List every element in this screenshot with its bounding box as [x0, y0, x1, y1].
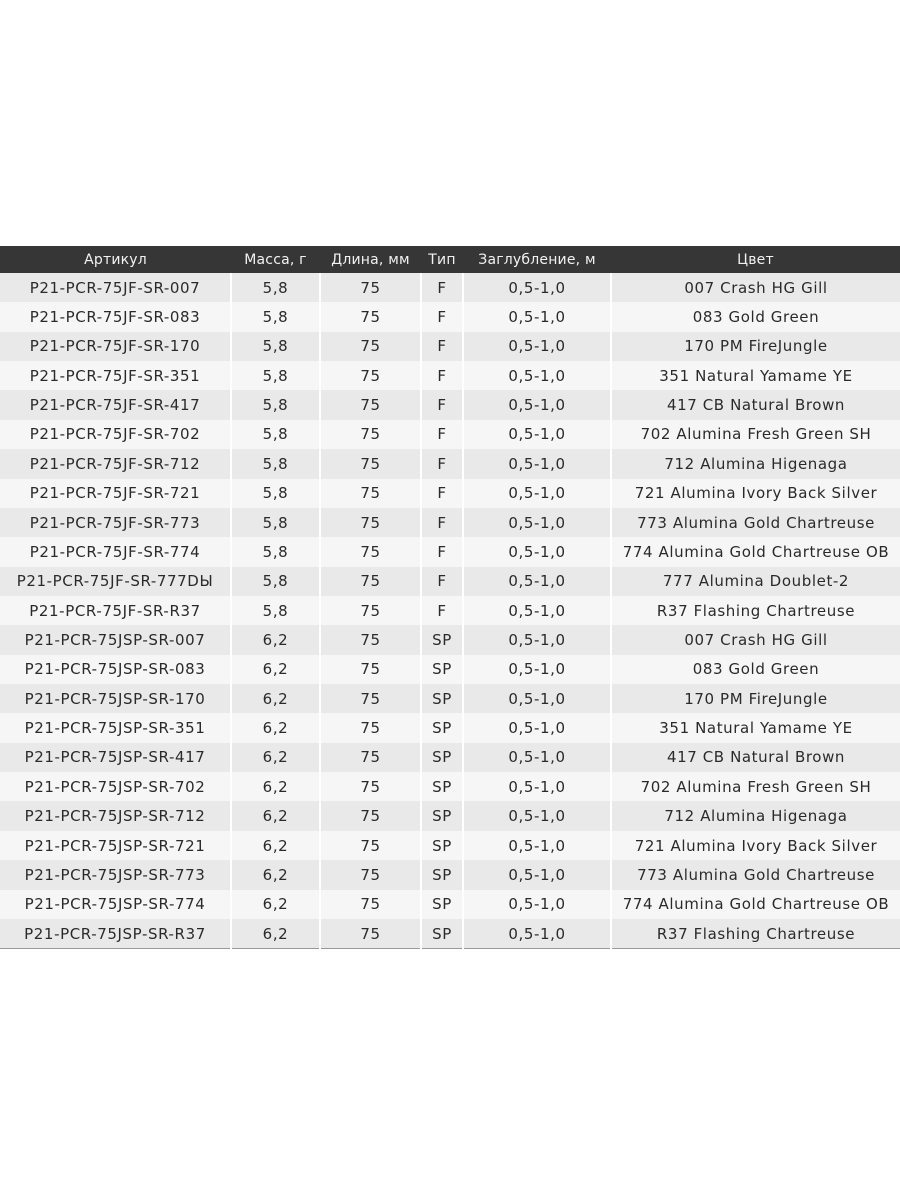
- cell-length: 75: [320, 625, 421, 654]
- cell-type: SP: [421, 801, 463, 830]
- cell-length: 75: [320, 860, 421, 889]
- cell-article: P21-PCR-75JSP-SR-712: [0, 801, 231, 830]
- cell-depth: 0,5-1,0: [463, 625, 611, 654]
- cell-type: SP: [421, 919, 463, 949]
- cell-depth: 0,5-1,0: [463, 273, 611, 302]
- cell-depth: 0,5-1,0: [463, 743, 611, 772]
- table-row: [0, 567, 900, 596]
- cell-length: 75: [320, 772, 421, 801]
- cell-depth: 0,5-1,0: [463, 537, 611, 566]
- cell-color: 721 Alumina Ivory Back Silver: [611, 479, 900, 508]
- cell-length: 75: [320, 801, 421, 830]
- table-row: [0, 684, 900, 713]
- cell-type: F: [421, 420, 463, 449]
- cell-article: P21-PCR-75JSP-SR-773: [0, 860, 231, 889]
- cell-color: 170 PM FireJungle: [611, 684, 900, 713]
- cell-mass: 5,8: [231, 449, 320, 478]
- cell-length: 75: [320, 508, 421, 537]
- cell-length: 75: [320, 302, 421, 331]
- cell-type: F: [421, 596, 463, 625]
- cell-color: 083 Gold Green: [611, 302, 900, 331]
- cell-type: F: [421, 479, 463, 508]
- cell-type: F: [421, 449, 463, 478]
- cell-mass: 5,8: [231, 332, 320, 361]
- cell-color: 773 Alumina Gold Chartreuse: [611, 860, 900, 889]
- cell-type: F: [421, 273, 463, 302]
- cell-type: SP: [421, 684, 463, 713]
- cell-article: P21-PCR-75JF-SR-170: [0, 332, 231, 361]
- cell-length: 75: [320, 420, 421, 449]
- table-row: [0, 890, 900, 919]
- cell-article: P21-PCR-75JSP-SR-702: [0, 772, 231, 801]
- cell-length: 75: [320, 479, 421, 508]
- cell-type: F: [421, 537, 463, 566]
- cell-color: 712 Alumina Higenaga: [611, 449, 900, 478]
- cell-depth: 0,5-1,0: [463, 567, 611, 596]
- cell-color: 702 Alumina Fresh Green SH: [611, 420, 900, 449]
- cell-type: SP: [421, 890, 463, 919]
- table-row: [0, 390, 900, 419]
- spec-table-container: [0, 246, 900, 949]
- cell-mass: 6,2: [231, 772, 320, 801]
- cell-length: 75: [320, 449, 421, 478]
- cell-mass: 6,2: [231, 860, 320, 889]
- table-row: [0, 332, 900, 361]
- cell-type: F: [421, 361, 463, 390]
- cell-color: 083 Gold Green: [611, 655, 900, 684]
- table-row: [0, 743, 900, 772]
- spec-table: [0, 246, 900, 949]
- cell-depth: 0,5-1,0: [463, 361, 611, 390]
- header-depth: Заглубление, м: [463, 246, 611, 273]
- cell-article: P21-PCR-75JF-SR-702: [0, 420, 231, 449]
- cell-color: 773 Alumina Gold Chartreuse: [611, 508, 900, 537]
- cell-color: R37 Flashing Chartreuse: [611, 919, 900, 949]
- cell-color: 007 Crash HG Gill: [611, 273, 900, 302]
- cell-length: 75: [320, 361, 421, 390]
- cell-color: 417 CB Natural Brown: [611, 743, 900, 772]
- cell-length: 75: [320, 713, 421, 742]
- cell-mass: 5,8: [231, 390, 320, 419]
- cell-color: 774 Alumina Gold Chartreuse OB: [611, 537, 900, 566]
- cell-article: P21-PCR-75JF-SR-774: [0, 537, 231, 566]
- cell-mass: 5,8: [231, 479, 320, 508]
- header-mass: Масса, г: [231, 246, 320, 273]
- cell-color: 351 Natural Yamame YE: [611, 361, 900, 390]
- table-body: [0, 273, 900, 949]
- table-row: [0, 655, 900, 684]
- table-row: [0, 801, 900, 830]
- cell-length: 75: [320, 890, 421, 919]
- cell-type: SP: [421, 743, 463, 772]
- cell-article: P21-PCR-75JF-SR-777DЫ: [0, 567, 231, 596]
- cell-depth: 0,5-1,0: [463, 332, 611, 361]
- cell-type: SP: [421, 655, 463, 684]
- cell-mass: 5,8: [231, 508, 320, 537]
- header-length: Длина, мм: [320, 246, 421, 273]
- cell-depth: 0,5-1,0: [463, 713, 611, 742]
- cell-depth: 0,5-1,0: [463, 684, 611, 713]
- cell-article: P21-PCR-75JF-SR-R37: [0, 596, 231, 625]
- cell-color: 777 Alumina Doublet-2: [611, 567, 900, 596]
- table-row: [0, 772, 900, 801]
- header-row: [0, 246, 900, 273]
- cell-mass: 5,8: [231, 273, 320, 302]
- cell-article: P21-PCR-75JSP-SR-170: [0, 684, 231, 713]
- cell-depth: 0,5-1,0: [463, 801, 611, 830]
- header-color: Цвет: [611, 246, 900, 273]
- cell-type: F: [421, 390, 463, 419]
- cell-length: 75: [320, 390, 421, 419]
- table-row: [0, 537, 900, 566]
- header-type: Тип: [421, 246, 463, 273]
- header-article: Артикул: [0, 246, 231, 273]
- cell-type: SP: [421, 772, 463, 801]
- cell-mass: 6,2: [231, 801, 320, 830]
- cell-article: P21-PCR-75JSP-SR-721: [0, 831, 231, 860]
- table-row: [0, 273, 900, 302]
- cell-type: F: [421, 567, 463, 596]
- cell-depth: 0,5-1,0: [463, 390, 611, 419]
- cell-mass: 6,2: [231, 831, 320, 860]
- cell-length: 75: [320, 743, 421, 772]
- table-row: [0, 713, 900, 742]
- table-row: [0, 420, 900, 449]
- table-row: [0, 361, 900, 390]
- cell-depth: 0,5-1,0: [463, 508, 611, 537]
- cell-mass: 5,8: [231, 420, 320, 449]
- cell-article: P21-PCR-75JF-SR-417: [0, 390, 231, 419]
- cell-mass: 6,2: [231, 684, 320, 713]
- cell-type: F: [421, 332, 463, 361]
- cell-article: P21-PCR-75JF-SR-773: [0, 508, 231, 537]
- cell-type: SP: [421, 860, 463, 889]
- cell-color: 007 Crash HG Gill: [611, 625, 900, 654]
- cell-article: P21-PCR-75JF-SR-007: [0, 273, 231, 302]
- cell-color: 170 PM FireJungle: [611, 332, 900, 361]
- cell-mass: 6,2: [231, 890, 320, 919]
- cell-type: SP: [421, 831, 463, 860]
- table-row: [0, 596, 900, 625]
- cell-length: 75: [320, 273, 421, 302]
- cell-length: 75: [320, 332, 421, 361]
- cell-mass: 6,2: [231, 625, 320, 654]
- cell-color: 702 Alumina Fresh Green SH: [611, 772, 900, 801]
- cell-type: SP: [421, 625, 463, 654]
- cell-length: 75: [320, 919, 421, 949]
- cell-depth: 0,5-1,0: [463, 919, 611, 949]
- cell-depth: 0,5-1,0: [463, 831, 611, 860]
- cell-length: 75: [320, 655, 421, 684]
- cell-length: 75: [320, 567, 421, 596]
- cell-article: P21-PCR-75JF-SR-712: [0, 449, 231, 478]
- cell-depth: 0,5-1,0: [463, 890, 611, 919]
- cell-article: P21-PCR-75JSP-SR-417: [0, 743, 231, 772]
- cell-color: 721 Alumina Ivory Back Silver: [611, 831, 900, 860]
- cell-color: 351 Natural Yamame YE: [611, 713, 900, 742]
- table-header: [0, 246, 900, 273]
- cell-mass: 5,8: [231, 361, 320, 390]
- cell-article: P21-PCR-75JSP-SR-351: [0, 713, 231, 742]
- cell-color: 774 Alumina Gold Chartreuse OB: [611, 890, 900, 919]
- cell-color: 417 CB Natural Brown: [611, 390, 900, 419]
- cell-length: 75: [320, 684, 421, 713]
- cell-mass: 5,8: [231, 302, 320, 331]
- cell-mass: 6,2: [231, 743, 320, 772]
- table-row: [0, 449, 900, 478]
- table-row: [0, 625, 900, 654]
- table-row: [0, 831, 900, 860]
- cell-article: P21-PCR-75JF-SR-083: [0, 302, 231, 331]
- cell-length: 75: [320, 831, 421, 860]
- cell-depth: 0,5-1,0: [463, 302, 611, 331]
- table-row: [0, 860, 900, 889]
- table-row: [0, 302, 900, 331]
- cell-color: R37 Flashing Chartreuse: [611, 596, 900, 625]
- cell-article: P21-PCR-75JF-SR-351: [0, 361, 231, 390]
- cell-article: P21-PCR-75JSP-SR-007: [0, 625, 231, 654]
- table-row: [0, 508, 900, 537]
- table-row: [0, 919, 900, 949]
- cell-mass: 5,8: [231, 537, 320, 566]
- cell-mass: 5,8: [231, 596, 320, 625]
- cell-type: SP: [421, 713, 463, 742]
- cell-color: 712 Alumina Higenaga: [611, 801, 900, 830]
- cell-article: P21-PCR-75JSP-SR-774: [0, 890, 231, 919]
- cell-mass: 5,8: [231, 567, 320, 596]
- cell-type: F: [421, 302, 463, 331]
- cell-depth: 0,5-1,0: [463, 655, 611, 684]
- cell-depth: 0,5-1,0: [463, 420, 611, 449]
- cell-article: P21-PCR-75JSP-SR-083: [0, 655, 231, 684]
- cell-depth: 0,5-1,0: [463, 772, 611, 801]
- cell-article: P21-PCR-75JSP-SR-R37: [0, 919, 231, 949]
- table-row: [0, 479, 900, 508]
- cell-type: F: [421, 508, 463, 537]
- cell-mass: 6,2: [231, 713, 320, 742]
- cell-depth: 0,5-1,0: [463, 449, 611, 478]
- cell-mass: 6,2: [231, 655, 320, 684]
- cell-depth: 0,5-1,0: [463, 479, 611, 508]
- cell-mass: 6,2: [231, 919, 320, 949]
- cell-length: 75: [320, 537, 421, 566]
- cell-depth: 0,5-1,0: [463, 860, 611, 889]
- cell-article: P21-PCR-75JF-SR-721: [0, 479, 231, 508]
- cell-depth: 0,5-1,0: [463, 596, 611, 625]
- cell-length: 75: [320, 596, 421, 625]
